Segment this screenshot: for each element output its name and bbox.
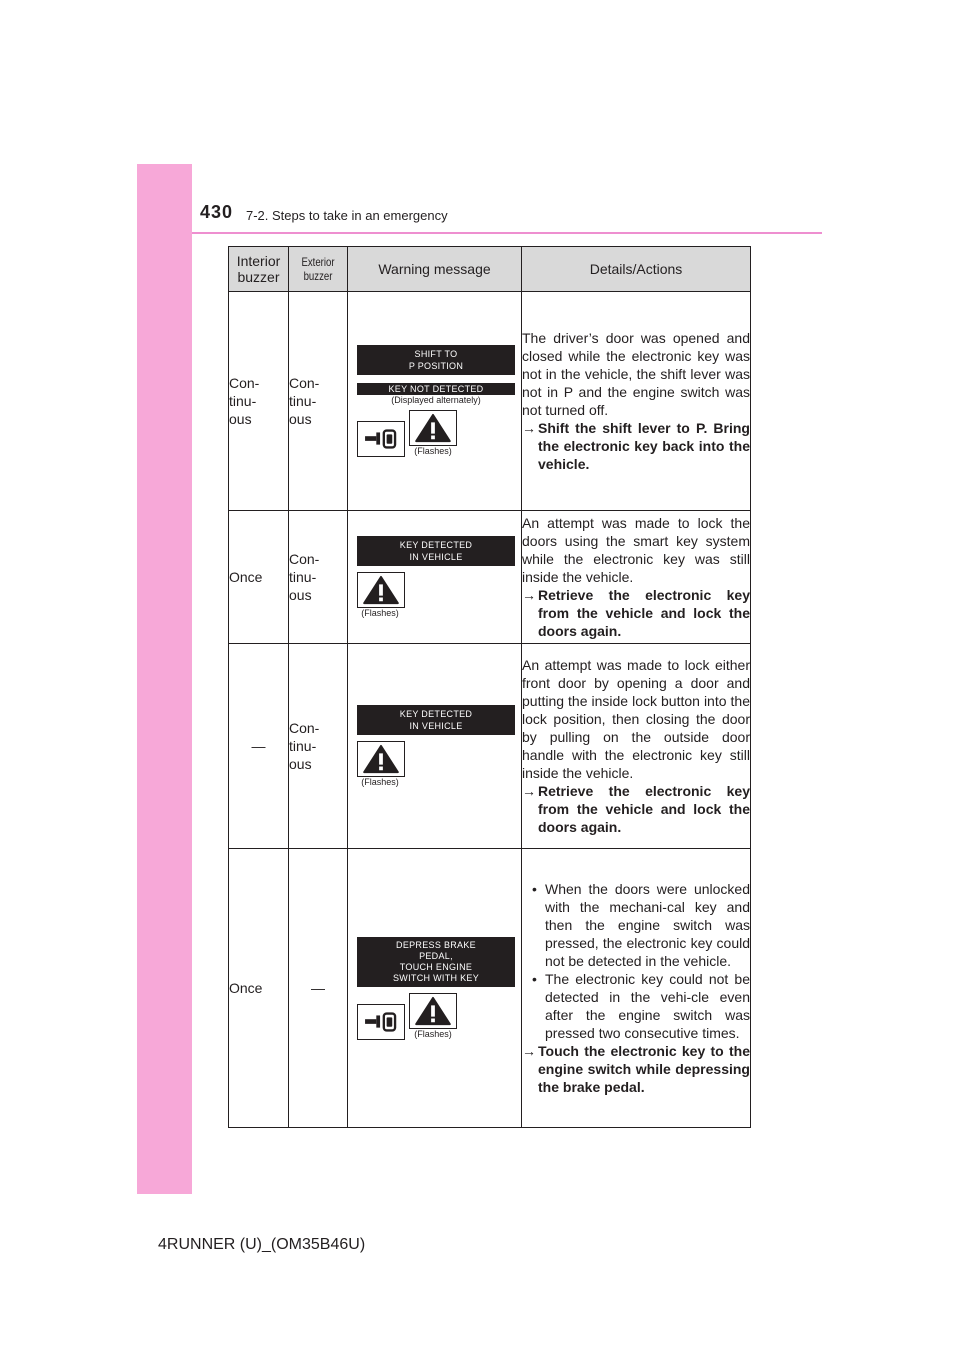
table-row: [229, 511, 751, 644]
interior-buzzer-cell: Once: [229, 849, 289, 1128]
details-text: An attempt was made to lock the doors using the smart key system while the electronic key was still inside the vehicle.: [522, 515, 750, 585]
warning-table: [228, 246, 751, 1128]
flashes-caption: (Flashes): [414, 1028, 452, 1039]
interior-buzzer-cell: Con- tinu- ous: [229, 292, 289, 511]
warning-message-cell: [348, 849, 522, 1128]
side-tab-band: [137, 164, 192, 1194]
header-interior-buzzer: Interior buzzer: [229, 247, 289, 292]
details-cell: [522, 511, 751, 644]
table-row: [229, 849, 751, 1128]
action-text: → Retrieve the electronic key from the vehicle and lock the doors again.: [522, 783, 750, 835]
action-text: → Retrieve the electronic key from the vehicle and lock the doors again.: [522, 587, 750, 639]
action-text: → Touch the electronic key to the engine switch while depressing the brake pedal.: [522, 1043, 750, 1095]
flashes-caption: (Flashes): [361, 607, 399, 618]
table-row: [229, 292, 751, 511]
details-cell: [522, 292, 751, 511]
details-text: An attempt was made to lock either front door by opening a door and putting the inside lock button into the lock position, then closing the door by pulling on the outside door handle with the electronic key still inside the vehicle.: [522, 657, 750, 781]
action-text: → Shift the shift lever to P. Bring the electronic key back into the vehicle.: [522, 420, 750, 472]
warning-message-cell: [348, 644, 522, 849]
table-row: [229, 644, 751, 849]
warning-triangle-icon: [357, 572, 405, 608]
list-item: • When the doors were unlocked with the mechani-cal key and then the engine switch was pressed, the electronic key could not be detected in the vehicle.: [532, 881, 750, 969]
flashes-caption: (Flashes): [414, 446, 452, 456]
warning-triangle-icon: [409, 993, 457, 1029]
header-details-actions: Details/Actions: [522, 247, 751, 292]
exterior-buzzer-cell: Con- tinu- ous: [289, 292, 348, 511]
section-title: 7-2. Steps to take in an emergency: [246, 208, 448, 223]
flashes-caption: (Flashes): [361, 776, 399, 787]
warning-message-cell: [348, 511, 522, 644]
list-item: • The electronic key could not be detected in the vehi-cle even after the engine switch was pressed two consecutive times.: [532, 971, 750, 1041]
display-shift-to-p: SHIFT TO P POSITION: [357, 345, 515, 375]
warning-triangle-icon: [357, 741, 405, 777]
key-fob-icon: [357, 1004, 405, 1040]
table-header-row: [229, 247, 751, 292]
details-text: The driver’s door was opened and closed while the electronic key was not in the vehicle, the shift lever was not in P and the engine switch was not turned off.: [522, 330, 750, 418]
interior-buzzer-cell: Once: [229, 511, 289, 644]
alternate-caption: (Displayed alternately): [391, 395, 481, 405]
header-exterior-buzzer: Exterior buzzer: [289, 247, 348, 292]
exterior-buzzer-cell: Con- tinu- ous: [289, 644, 348, 849]
warning-triangle-icon: [409, 410, 457, 446]
display-key-not-detected: KEY NOT DETECTED: [357, 383, 515, 395]
display-key-detected: KEY DETECTED IN VEHICLE: [357, 705, 515, 735]
warning-message-cell: [348, 292, 522, 511]
display-key-detected: KEY DETECTED IN VEHICLE: [357, 536, 515, 566]
details-cell: [522, 849, 751, 1128]
header-rule: [192, 232, 822, 234]
details-cell: [522, 644, 751, 849]
page-number: 430: [200, 202, 234, 222]
interior-buzzer-cell: —: [229, 644, 289, 849]
header-warning-message: Warning message: [348, 247, 522, 292]
model-code-footer: 4RUNNER (U)_(OM35B46U): [158, 1236, 366, 1253]
exterior-buzzer-cell: —: [289, 849, 348, 1128]
exterior-buzzer-cell: Con- tinu- ous: [289, 511, 348, 644]
key-fob-icon: [357, 421, 405, 457]
display-depress-brake: DEPRESS BRAKE PEDAL, TOUCH ENGINE SWITCH WITH KEY: [357, 937, 515, 987]
